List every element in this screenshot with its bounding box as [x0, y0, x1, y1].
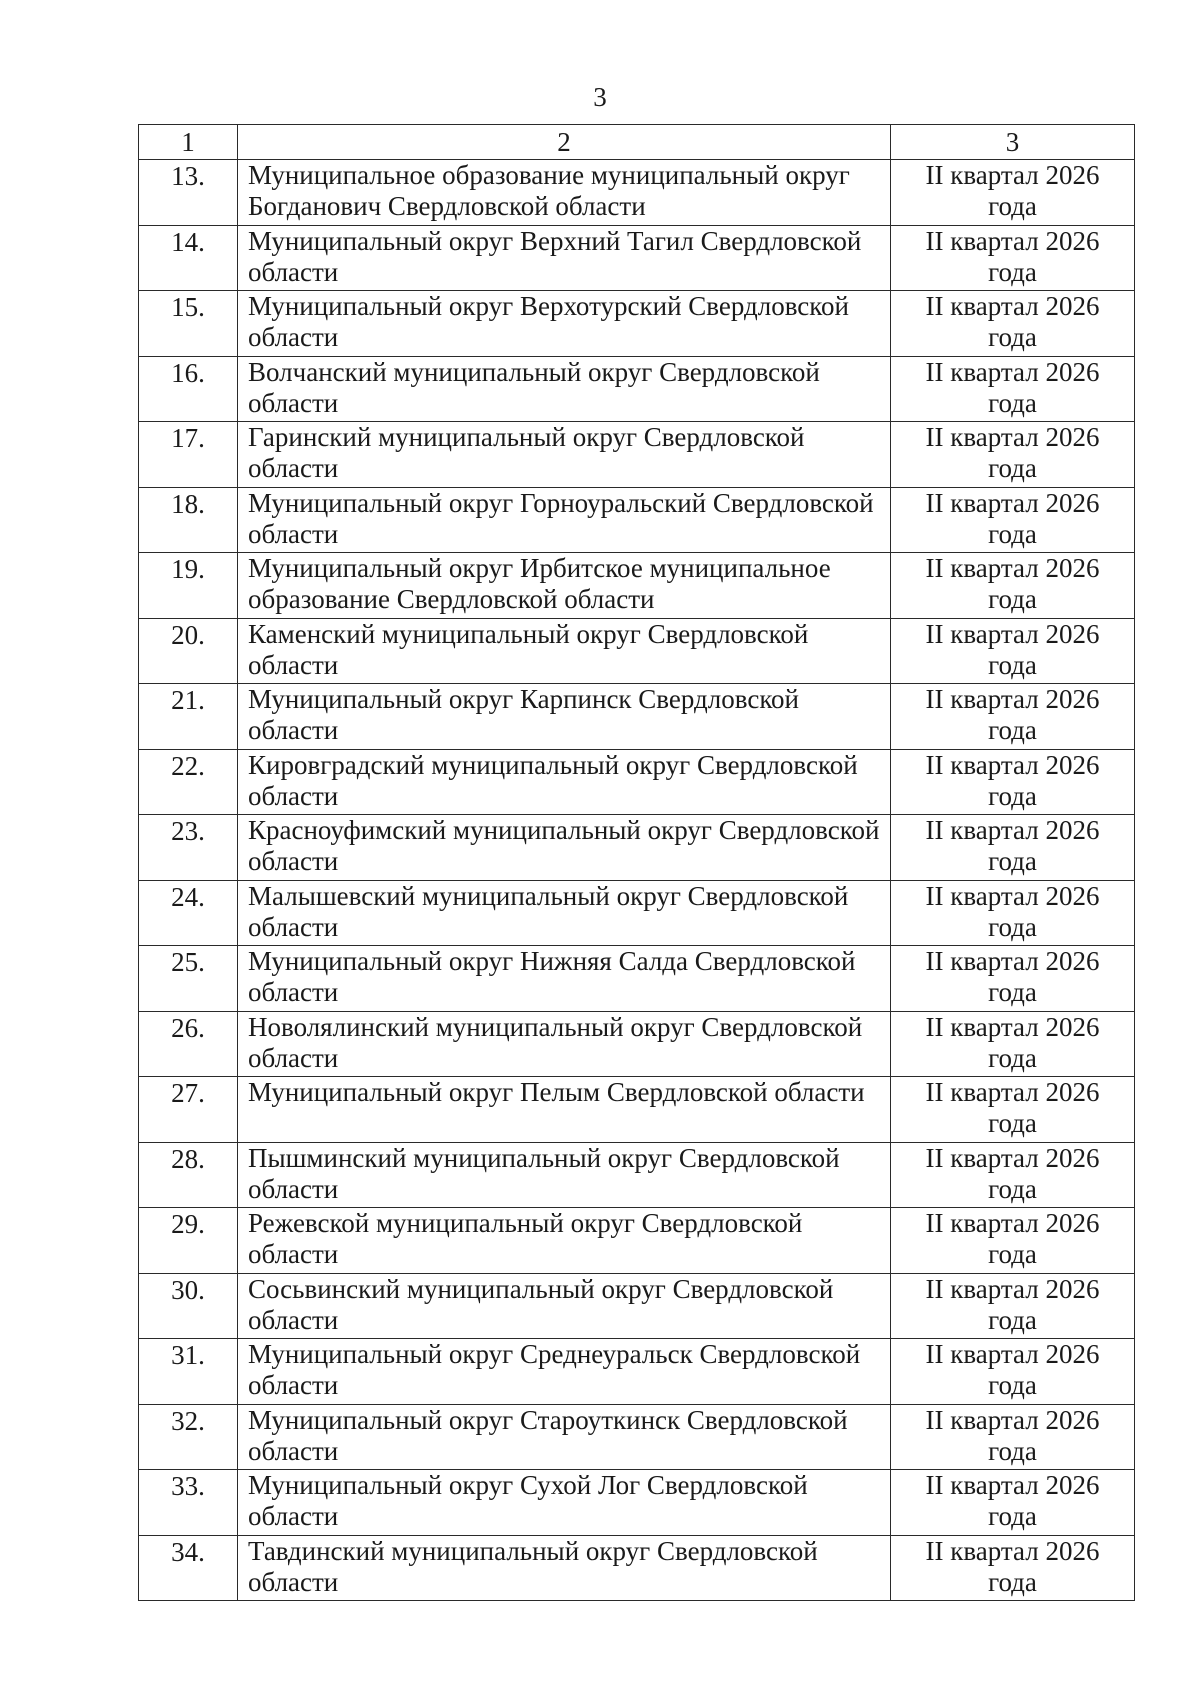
municipality-name: Муниципальный округ Верхотурский Свердловской области [238, 291, 891, 357]
deadline-quarter: II квартал 2026 [925, 1535, 1100, 1566]
deadline-cell [891, 553, 1135, 619]
table-row [139, 225, 1135, 291]
deadline-year-word: года [988, 649, 1037, 680]
deadline-quarter: II квартал 2026 [925, 553, 1100, 583]
page-number: 3 [593, 82, 607, 112]
table-row [139, 160, 1135, 226]
municipality-name: Муниципальное образование муниципальный округ Богданович Свердловской области [238, 160, 891, 226]
deadline-year-word: года [988, 584, 1037, 614]
deadline-year-word: года [988, 387, 1037, 418]
deadline-year-word: года [988, 1173, 1037, 1204]
row-number: 32. [139, 1404, 238, 1470]
deadline-quarter: II квартал 2026 [925, 422, 1100, 452]
deadline-year-word: года [988, 322, 1037, 352]
municipality-name: Волчанский муниципальный округ Свердловской области [238, 356, 891, 422]
row-number: 17. [139, 422, 238, 488]
deadline-cell [891, 487, 1135, 553]
table-row [139, 1077, 1135, 1143]
municipality-name: Муниципальный округ Сухой Лог Свердловской области [238, 1470, 891, 1536]
row-number: 19. [139, 553, 238, 619]
municipality-name: Муниципальный округ Пелым Свердловской области [238, 1077, 891, 1143]
municipality-name: Красноуфимский муниципальный округ Свердловской области [238, 815, 891, 881]
deadline-year-word: года [988, 453, 1037, 483]
deadline-quarter: II квартал 2026 [925, 880, 1100, 911]
deadline-year-word: года [988, 256, 1037, 287]
deadline-quarter: II квартал 2026 [925, 291, 1100, 321]
deadline-year-word: года [988, 1435, 1037, 1466]
deadline-year-word: года [988, 1370, 1037, 1400]
municipality-name: Кировградский муниципальный округ Свердловской области [238, 749, 891, 815]
row-number: 26. [139, 1011, 238, 1077]
table-row [139, 880, 1135, 946]
table-row [139, 1339, 1135, 1405]
deadline-year-word: года [988, 846, 1037, 876]
deadline-quarter: II квартал 2026 [925, 684, 1100, 714]
deadline-quarter: II квартал 2026 [925, 1142, 1100, 1173]
deadline-cell [891, 356, 1135, 422]
deadline-year-word: года [988, 715, 1037, 745]
deadline-cell [891, 815, 1135, 881]
deadline-cell [891, 684, 1135, 750]
column-header-1: 1 [139, 125, 238, 160]
deadline-quarter: II квартал 2026 [925, 1077, 1100, 1107]
column-header-2: 2 [238, 125, 891, 160]
municipality-name: Муниципальный округ Карпинск Свердловской области [238, 684, 891, 750]
deadline-quarter: II квартал 2026 [925, 1404, 1100, 1435]
deadline-year-word: года [988, 1239, 1037, 1269]
municipality-name: Муниципальный округ Горноуральский Свердловской области [238, 487, 891, 553]
deadline-quarter: II квартал 2026 [925, 1273, 1100, 1304]
deadline-cell [891, 1470, 1135, 1536]
deadline-cell [891, 160, 1135, 226]
table-row [139, 422, 1135, 488]
row-number: 29. [139, 1208, 238, 1274]
deadline-quarter: II квартал 2026 [925, 618, 1100, 649]
municipality-name: Каменский муниципальный округ Свердловской области [238, 618, 891, 684]
deadline-cell [891, 1142, 1135, 1208]
deadline-cell [891, 1077, 1135, 1143]
table-row [139, 1535, 1135, 1601]
schedule-table [138, 124, 1135, 1601]
row-number: 31. [139, 1339, 238, 1405]
deadline-year-word: года [988, 911, 1037, 942]
row-number: 30. [139, 1273, 238, 1339]
table-row [139, 684, 1135, 750]
deadline-cell [891, 1535, 1135, 1601]
deadline-cell [891, 225, 1135, 291]
municipality-name: Пышминский муниципальный округ Свердловской области [238, 1142, 891, 1208]
row-number: 27. [139, 1077, 238, 1143]
column-header-3: 3 [891, 125, 1135, 160]
deadline-quarter: II квартал 2026 [925, 1011, 1100, 1042]
deadline-cell [891, 1208, 1135, 1274]
table-row [139, 291, 1135, 357]
deadline-cell [891, 749, 1135, 815]
row-number: 24. [139, 880, 238, 946]
table-row [139, 553, 1135, 619]
row-number: 18. [139, 487, 238, 553]
deadline-quarter: II квартал 2026 [925, 749, 1100, 780]
deadline-cell [891, 1339, 1135, 1405]
table-row [139, 487, 1135, 553]
table-row [139, 1273, 1135, 1339]
table-row [139, 1470, 1135, 1536]
row-number: 34. [139, 1535, 238, 1601]
row-number: 28. [139, 1142, 238, 1208]
municipality-name: Новолялинский муниципальный округ Свердловской области [238, 1011, 891, 1077]
deadline-cell [891, 1273, 1135, 1339]
deadline-year-word: года [988, 977, 1037, 1007]
row-number: 33. [139, 1470, 238, 1536]
deadline-cell [891, 946, 1135, 1012]
row-number: 16. [139, 356, 238, 422]
row-number: 15. [139, 291, 238, 357]
row-number: 22. [139, 749, 238, 815]
municipality-name: Режевской муниципальный округ Свердловской области [238, 1208, 891, 1274]
deadline-year-word: года [988, 1566, 1037, 1597]
municipality-name: Муниципальный округ Нижняя Салда Свердловской области [238, 946, 891, 1012]
row-number: 21. [139, 684, 238, 750]
municipality-name: Малышевский муниципальный округ Свердловской области [238, 880, 891, 946]
deadline-year-word: года [988, 191, 1037, 221]
deadline-cell [891, 880, 1135, 946]
deadline-quarter: II квартал 2026 [925, 487, 1100, 518]
table-row [139, 356, 1135, 422]
deadline-year-word: года [988, 1108, 1037, 1138]
municipality-name: Муниципальный округ Среднеуральск Свердловской области [238, 1339, 891, 1405]
municipality-name: Сосьвинский муниципальный округ Свердловской области [238, 1273, 891, 1339]
table-row [139, 618, 1135, 684]
deadline-year-word: года [988, 1304, 1037, 1335]
deadline-year-word: года [988, 1042, 1037, 1073]
deadline-cell [891, 1404, 1135, 1470]
deadline-cell [891, 1011, 1135, 1077]
deadline-quarter: II квартал 2026 [925, 1470, 1100, 1500]
deadline-year-word: года [988, 1501, 1037, 1531]
municipality-name: Гаринский муниципальный округ Свердловской области [238, 422, 891, 488]
municipality-name: Муниципальный округ Староуткинск Свердловской области [238, 1404, 891, 1470]
table-row [139, 1404, 1135, 1470]
table-row [139, 815, 1135, 881]
deadline-cell [891, 422, 1135, 488]
table-row [139, 1011, 1135, 1077]
deadline-quarter: II квартал 2026 [925, 946, 1100, 976]
deadline-cell [891, 291, 1135, 357]
table-row [139, 749, 1135, 815]
table-row [139, 946, 1135, 1012]
table-row [139, 1208, 1135, 1274]
municipality-name: Муниципальный округ Верхний Тагил Свердловской области [238, 225, 891, 291]
row-number: 13. [139, 160, 238, 226]
deadline-quarter: II квартал 2026 [925, 1339, 1100, 1369]
deadline-quarter: II квартал 2026 [925, 815, 1100, 845]
deadline-quarter: II квартал 2026 [925, 225, 1100, 256]
deadline-quarter: II квартал 2026 [925, 1208, 1100, 1238]
row-number: 14. [139, 225, 238, 291]
row-number: 23. [139, 815, 238, 881]
municipality-name: Тавдинский муниципальный округ Свердловской области [238, 1535, 891, 1601]
header-row [139, 125, 1135, 160]
row-number: 25. [139, 946, 238, 1012]
table-row [139, 1142, 1135, 1208]
row-number: 20. [139, 618, 238, 684]
table-body [139, 125, 1135, 1601]
deadline-year-word: года [988, 780, 1037, 811]
deadline-year-word: года [988, 518, 1037, 549]
deadline-quarter: II квартал 2026 [925, 160, 1100, 190]
deadline-quarter: II квартал 2026 [925, 356, 1100, 387]
deadline-cell [891, 618, 1135, 684]
municipality-name: Муниципальный округ Ирбитское муниципальное образование Свердловской области [238, 553, 891, 619]
